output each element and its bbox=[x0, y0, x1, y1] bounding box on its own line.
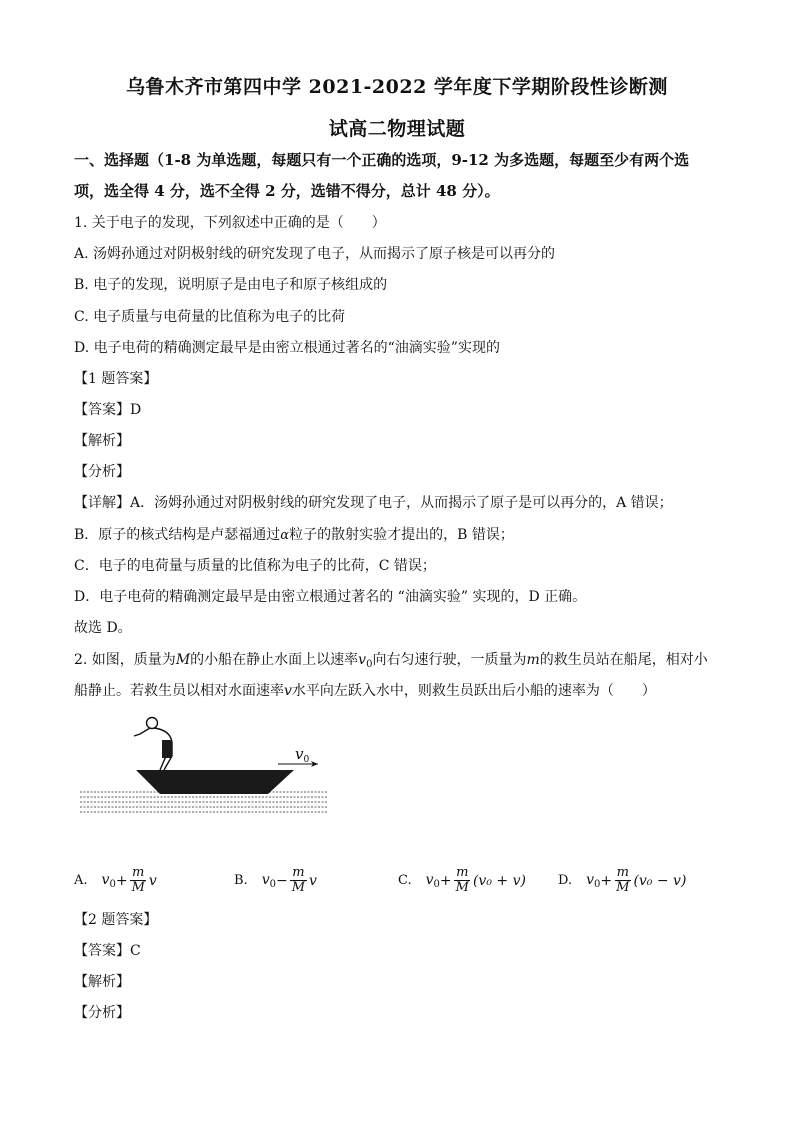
q2-stem-text: 2. 如图，质量为 bbox=[74, 652, 176, 668]
q2-option-a: A. $v_0$ + $\frac{m}{M}$ v bbox=[74, 865, 157, 895]
boat-figure bbox=[80, 712, 330, 824]
q1-answer: 【答案】D bbox=[74, 402, 142, 418]
q1-option-c: C. 电子质量与电荷量的比值称为电子的比荷 bbox=[74, 309, 346, 325]
q2-analysis-label: 【解析】 bbox=[74, 974, 130, 990]
q1-option-d: D. 电子电荷的精确测定最早是由密立根通过著名的“油滴实验”实现的 bbox=[74, 340, 500, 356]
q2-stem-text: 的救生员站在船尾，相对小 bbox=[539, 652, 708, 668]
q1-option-b: B. 电子的发现，说明原子是由电子和原子核组成的 bbox=[74, 277, 388, 293]
q2-answer-header: 【2 题答案】 bbox=[74, 912, 158, 928]
q2-option-b: B. $v_0$ − $\frac{m}{M}$ v bbox=[234, 865, 317, 895]
fraction-m-over-M: $\frac{m}{M}$ bbox=[616, 865, 630, 895]
mass-m: m bbox=[526, 652, 540, 668]
q2-breakdown-label: 【分析】 bbox=[74, 1005, 130, 1021]
water-surface bbox=[80, 792, 328, 812]
q2-stem-text: 向右匀速行驶，一质量为 bbox=[372, 652, 527, 668]
mass-M: M bbox=[175, 652, 191, 668]
q2-stem-text: 水平向左跃入水中，则救生员跃出后小船的速率为（ ） bbox=[291, 683, 656, 699]
section-heading-1: 一、选择题（1-8 为单选题，每题只有一个正确的选项，9-12 为多选题，每题至少有两个选 bbox=[74, 151, 690, 169]
q2-answer: 【答案】C bbox=[74, 943, 141, 959]
velocity-label: $v_0$ bbox=[295, 745, 310, 765]
velocity-v: v bbox=[284, 683, 292, 699]
q1-conclusion: 故选 D。 bbox=[74, 620, 132, 636]
alpha-symbol: α bbox=[280, 528, 290, 543]
fraction-m-over-M: $\frac{m}{M}$ bbox=[291, 865, 306, 895]
page-title-line2: 试高二物理试题 bbox=[328, 118, 466, 140]
section-heading-2: 项，选全得 4 分，选不全得 2 分，选错不得分，总计 48 分）。 bbox=[74, 182, 500, 200]
q1-detail-b-post: 粒子的散射实验才提出的，B 错误； bbox=[289, 527, 514, 543]
q1-detail-a: 【详解】A．汤姆孙通过对阴极射线的研究发现了电子，从而揭示了原子是可以再分的，A 错误； bbox=[74, 495, 673, 511]
q1-answer-header: 【1 题答案】 bbox=[74, 371, 158, 387]
q2-option-d: D. $v_0$ + $\frac{m}{M}$ (v₀ − v) bbox=[558, 865, 687, 895]
q2-option-c: C. $v_0$ + $\frac{m}{M}$ (v₀ + v) bbox=[398, 865, 526, 895]
lifeguard-legs bbox=[162, 740, 172, 758]
q2-stem-line2 bbox=[74, 682, 734, 700]
q1-detail-b bbox=[74, 526, 734, 545]
q2-stem-text: 船静止。若救生员以相对水面速率 bbox=[74, 683, 284, 699]
q1-detail-b-pre: B．原子的核式结构是卢瑟福通过 bbox=[74, 527, 281, 543]
velocity-v0: $v_0$ bbox=[358, 652, 373, 670]
q1-option-a: A. 汤姆孙通过对阴极射线的研究发现了电子，从而揭示了原子核是可以再分的 bbox=[74, 246, 556, 262]
fraction-m-over-M: $\frac{m}{M}$ bbox=[131, 865, 145, 895]
q2-stem-line1 bbox=[74, 651, 734, 674]
q1-stem: 1. 关于电子的发现，下列叙述中正确的是（ ） bbox=[74, 215, 386, 231]
q1-breakdown-label: 【分析】 bbox=[74, 464, 130, 480]
q1-detail-c: C．电子的电荷量与质量的比值称为电子的比荷，C 错误； bbox=[74, 558, 436, 574]
page-title-line1: 乌鲁木齐市第四中学 2021-2022 学年度下学期阶段性诊断测 bbox=[126, 76, 668, 98]
q1-analysis-label: 【解析】 bbox=[74, 433, 130, 449]
fraction-m-over-M: $\frac{m}{M}$ bbox=[455, 865, 469, 895]
q2-stem-text: 的小船在静止水面上以速率 bbox=[190, 652, 359, 668]
boat-hull bbox=[136, 770, 294, 794]
q1-detail-d: D．电子电荷的精确测定最早是由密立根通过著名的 “油滴实验” 实现的，D 正确。 bbox=[74, 589, 587, 605]
